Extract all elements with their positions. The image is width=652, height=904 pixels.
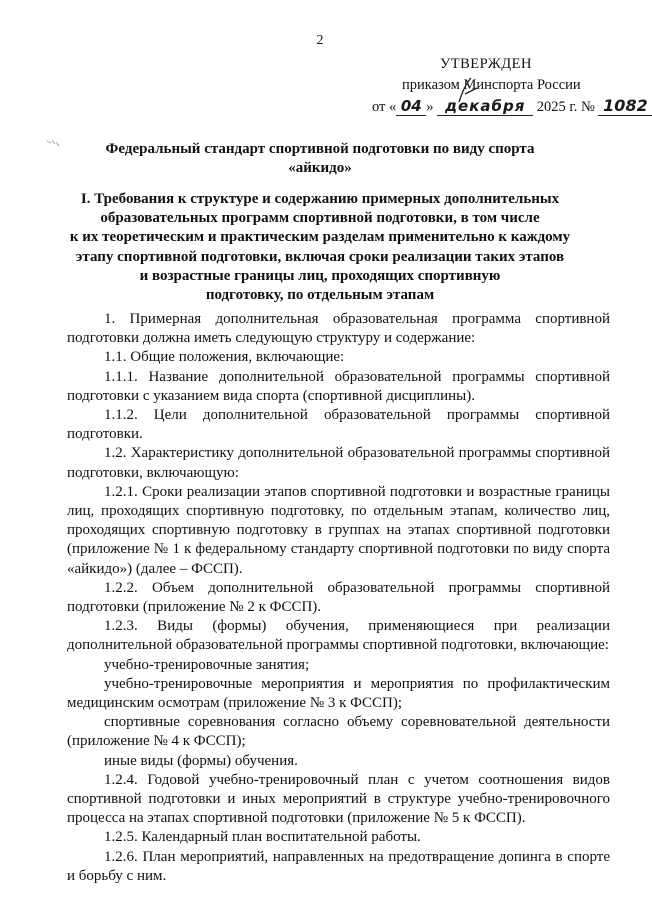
document-title <box>60 140 580 178</box>
paragraph: 1.2.5. Календарный план воспитательной работы. <box>104 829 421 846</box>
paragraph: 1.1.1. Название дополнительной образовательной программы спортивной подготовки с указанием вида спорта (спортивной дисциплины). <box>67 368 610 404</box>
paragraph: спортивные соревнования согласно объему соревновательной деятельности (приложение № 4 к ФССП); <box>67 714 610 750</box>
section-heading-line: I. Требования к структуре и содержанию примерных дополнительных <box>80 191 560 207</box>
handwritten-order-number: 1082 <box>598 96 652 116</box>
paragraph: учебно-тренировочные мероприятия и мероприятия по профилактическим медицинским осмотрам (приложение № 3 к ФССП); <box>67 675 610 712</box>
paragraph: 1.1. Общие положения, включающие: <box>104 349 345 366</box>
paragraph: учебно-тренировочные занятия; <box>104 656 310 673</box>
page-number: 2 <box>316 33 324 48</box>
paragraph: 1.2.6. План мероприятий, направленных на предотвращение допинга в спорте и борьбу с ним. <box>67 848 610 884</box>
paragraph: 1.2.1. Сроки реализации этапов спортивной подготовки и возрастные границы лиц, проходящих спортивную подготовку, по отдельным этапам, количество лиц, проходящих спортивную подготовку в группах на этапах спортивной подготовки (приложение № 1 к федеральному стандарту спортивной подготовки по виду спорта «айкидо») (далее – ФССП). <box>67 483 610 577</box>
date-prefix: от « <box>372 99 397 115</box>
section-heading-line: этапу спортивной подготовки, включая сроки реализации таких этапов <box>75 248 565 265</box>
section-heading-line: образовательных программ спортивной подготовки, в том числе <box>100 210 540 227</box>
date-mid: » <box>426 99 434 115</box>
paragraph: 1.2.3. Виды (формы) обучения, применяющиеся при реализации дополнительной образовательной программы спортивной подготовки, включающие: <box>67 618 610 654</box>
paragraph: иные виды (формы) обучения. <box>104 752 298 769</box>
paragraph: 1.2.2. Объем дополнительной образовательной программы спортивной подготовки (приложение № 2 к ФССП). <box>67 579 610 616</box>
order-line: приказом Минспорта России <box>402 77 581 93</box>
document-title-line: «айкидо» <box>288 160 352 176</box>
order-date-line <box>372 96 652 116</box>
handwritten-month: декабря <box>437 97 533 116</box>
section-heading <box>60 190 580 305</box>
document-title-line: Федеральный стандарт спортивной подготовки по виду спорта <box>105 141 535 157</box>
document-body <box>67 310 610 886</box>
approved-label: УТВЕРЖДЕН <box>440 56 532 72</box>
section-heading-line: и возрастные границы лиц, проходящих спортивную <box>139 267 501 284</box>
margin-mark-icon <box>46 138 60 148</box>
section-heading-line: к их теоретическим и практическим разделам применительно к каждому <box>69 229 571 246</box>
paragraph: 1.2.4. Годовой учебно-тренировочный план с учетом соотношения видов спортивной подготовки и иных мероприятий в структуре учебно-тренировочного процесса на этапах спортивной подготовки (приложение № 5 к ФССП). <box>67 771 610 827</box>
paragraph: 1. Примерная дополнительная образовательная программа спортивной подготовки должна иметь следующую структуру и содержание: <box>67 311 610 347</box>
paragraph: 1.2. Характеристику дополнительной образовательной программы спортивной подготовки, включающую: <box>67 445 610 481</box>
section-heading-line: подготовку, по отдельным этапам <box>205 287 435 304</box>
year-label: 2025 г. № <box>536 99 595 115</box>
paragraph: 1.1.2. Цели дополнительной образовательной программы спортивной подготовки. <box>67 407 610 443</box>
handwritten-day: 04 <box>396 97 426 116</box>
signature-stroke-icon <box>455 76 481 106</box>
